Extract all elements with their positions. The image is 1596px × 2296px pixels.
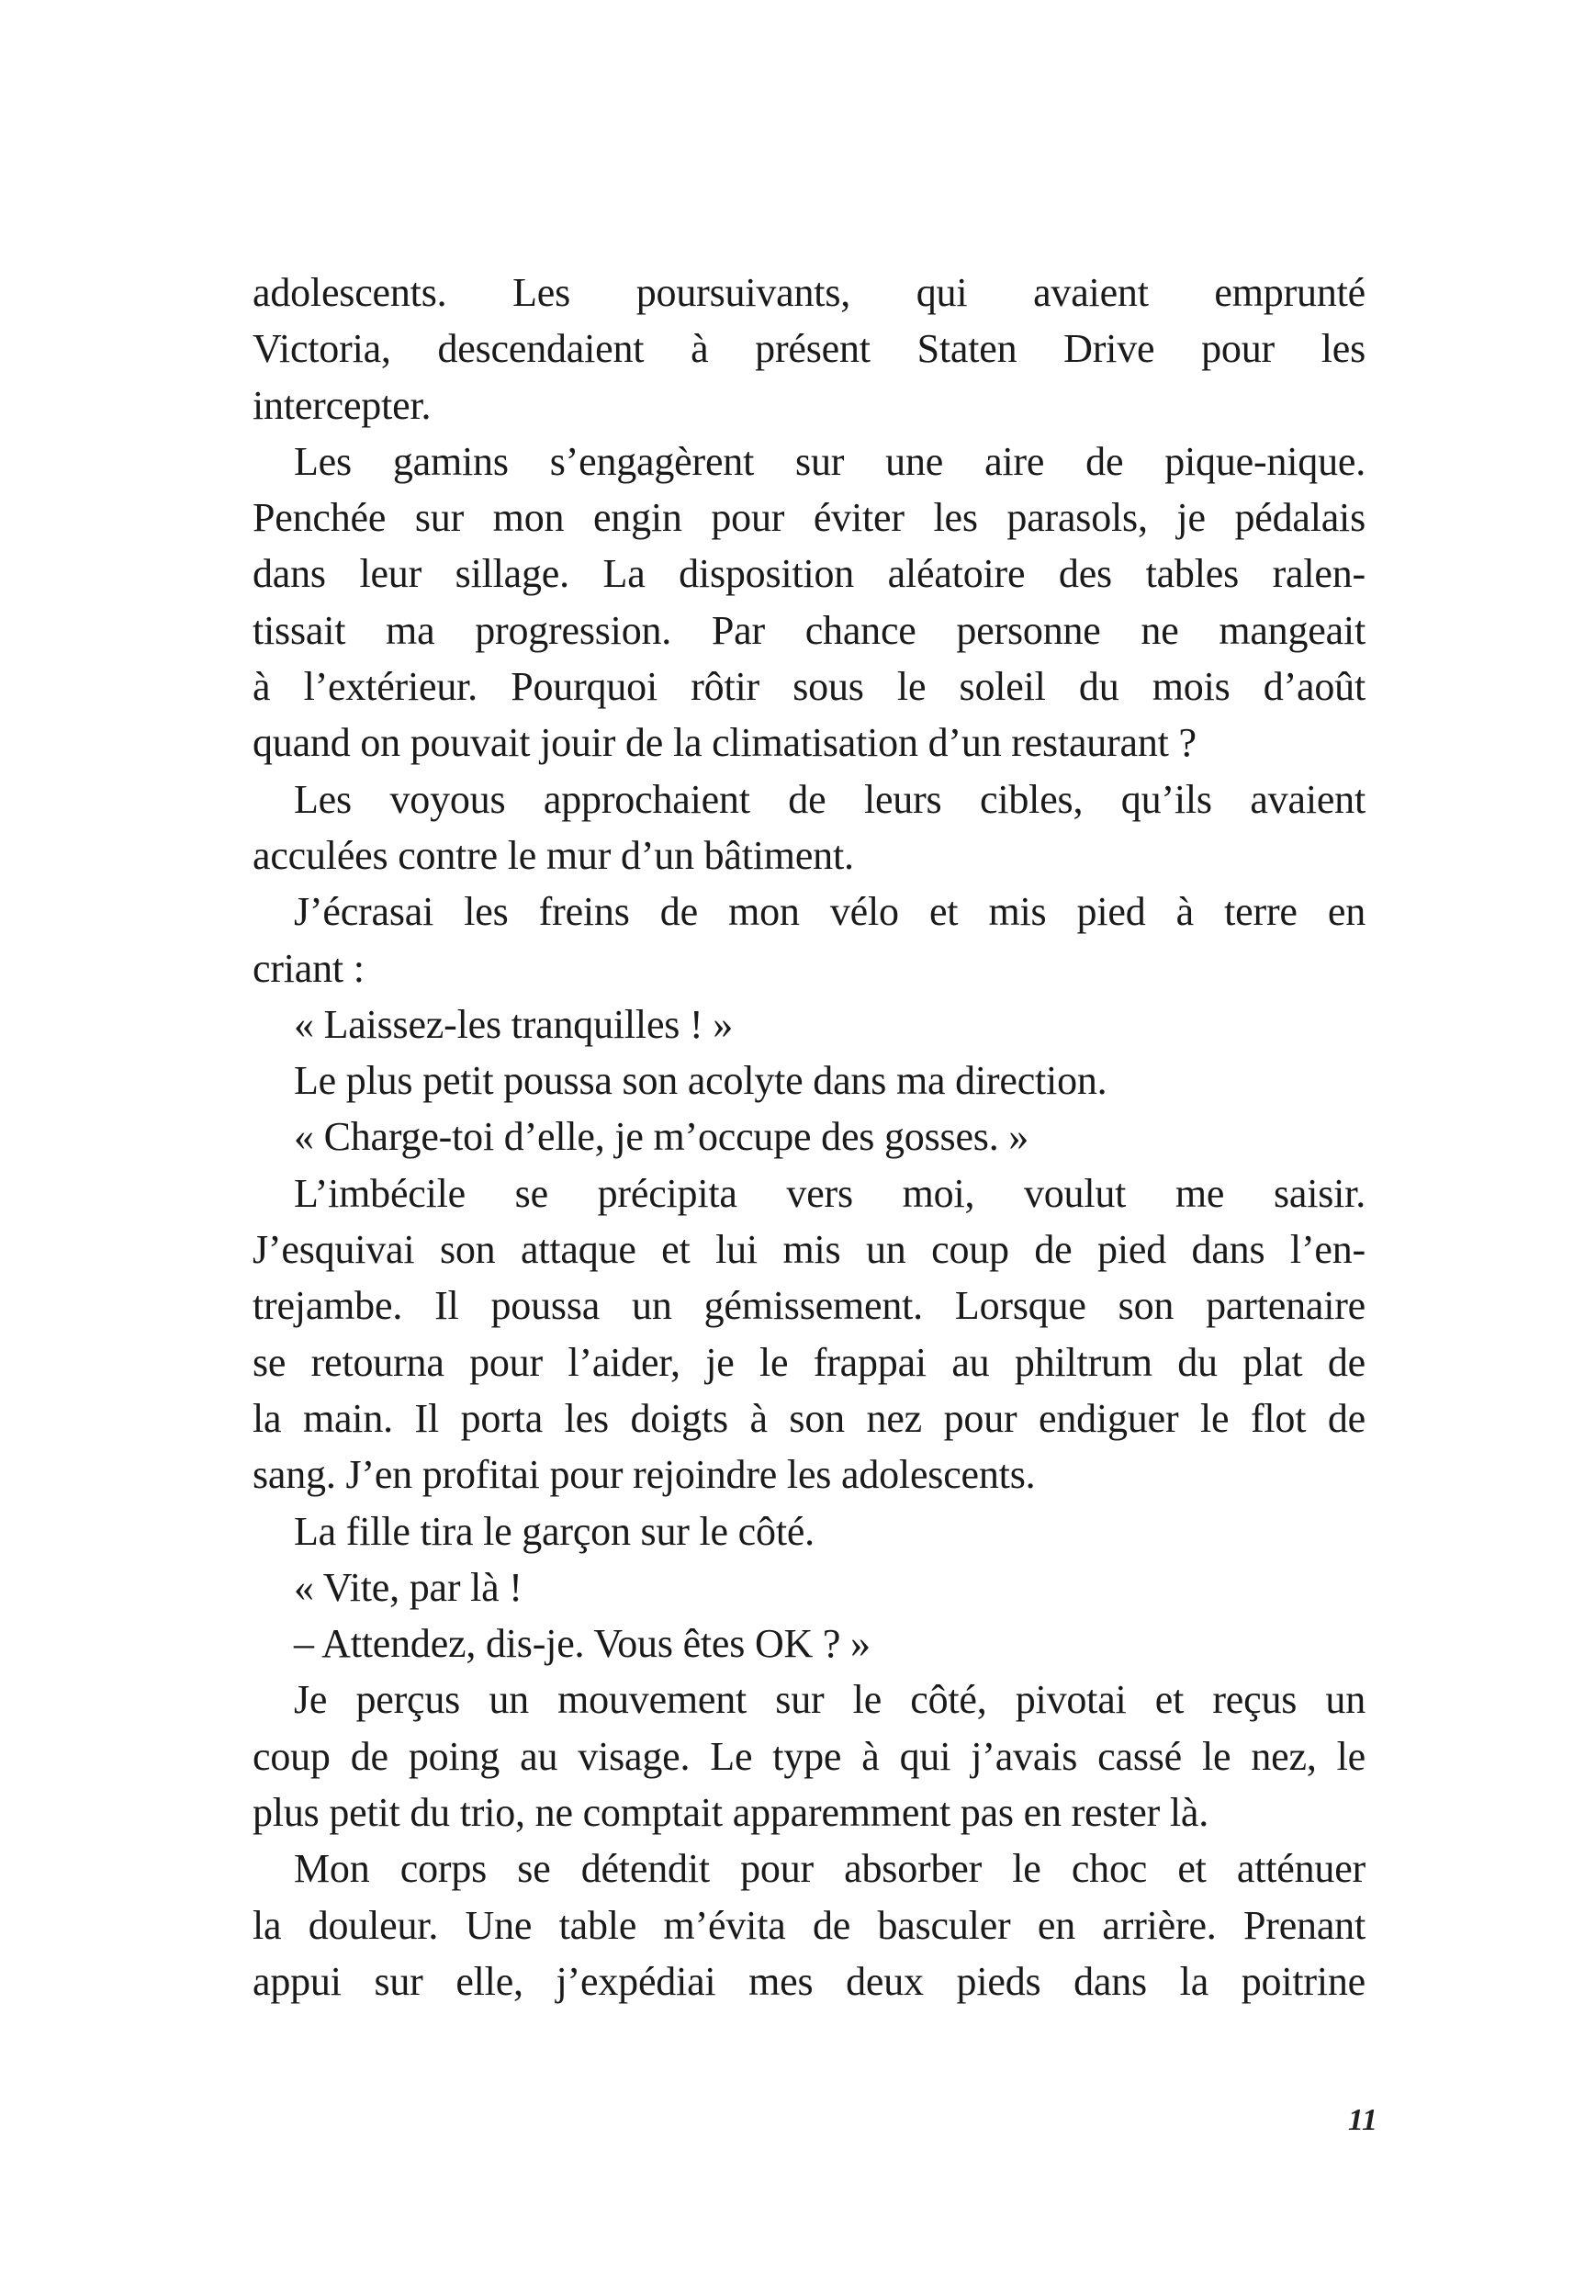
text-line: « Laissez-les tranquilles ! » (294, 1001, 734, 1047)
text-line: à l’extérieur. Pourquoi rôtir sous le soleil du mois d’août (253, 664, 1366, 710)
text-line: tissait ma progression. Par chance personne ne mangeait (253, 607, 1366, 653)
text-line: coup de poing au visage. Le type à qui j’avais cassé le nez, le (253, 1733, 1366, 1779)
text-line: Je perçus un mouvement sur le côté, pivotai et reçus un (294, 1677, 1366, 1723)
text-line: Victoria, descendaient à présent Staten Drive pour les (253, 326, 1366, 372)
text-line: sang. J’en profitai pour rejoindre les adolescents. (253, 1452, 1036, 1498)
text-line: J’écrasai les freins de mon vélo et mis pied à terre en (294, 889, 1366, 935)
text-line: Les voyous approchaient de leurs cibles, qu’ils avaient (294, 776, 1366, 822)
text-line: dans leur sillage. La disposition aléatoire des tables ralen- (253, 551, 1366, 597)
text-line: se retourna pour l’aider, je le frappai au philtrum du plat de (253, 1339, 1366, 1385)
text-line: criant : (253, 945, 365, 991)
text-line: Mon corps se détendit pour absorber le choc et atténuer (294, 1846, 1366, 1892)
text-line: intercepter. (253, 382, 432, 428)
text-line: la main. Il porta les doigts à son nez pour endiguer le flot de (253, 1395, 1366, 1441)
text-line: « Charge-toi d’elle, je m’occupe des gosses. » (294, 1114, 1029, 1160)
text-line: quand on pouvait jouir de la climatisation d’un restaurant ? (253, 720, 1197, 766)
text-line: la douleur. Une table m’évita de basculer en arrière. Prenant (253, 1902, 1366, 1948)
text-line: « Vite, par là ! (294, 1564, 523, 1610)
text-line: La fille tira le garçon sur le côté. (294, 1508, 815, 1554)
page-number: 11 (1347, 2103, 1377, 2137)
text-line: appui sur elle, j’expédiai mes deux pieds dans la poitrine (253, 1958, 1366, 2004)
text-line: J’esquivai son attaque et lui mis un coup de pied dans l’en- (253, 1227, 1366, 1273)
text-line: L’imbécile se précipita vers moi, voulut me saisir. (294, 1170, 1366, 1216)
text-line: adolescents. Les poursuivants, qui avaient emprunté (253, 270, 1366, 315)
text-line: Les gamins s’engagèrent sur une aire de pique-nique. (294, 438, 1366, 484)
page-body-text (253, 264, 1366, 2009)
text-line: Penchée sur mon engin pour éviter les parasols, je pédalais (253, 495, 1366, 541)
text-line: acculées contre le mur d’un bâtiment. (253, 832, 854, 878)
text-line: Le plus petit poussa son acolyte dans ma direction. (294, 1058, 1107, 1104)
text-line: trejambe. Il poussa un gémissement. Lorsque son partenaire (253, 1283, 1366, 1329)
text-line: plus petit du trio, ne comptait apparemment pas en rester là. (253, 1790, 1209, 1836)
text-line: – Attendez, dis-je. Vous êtes OK ? » (294, 1621, 871, 1667)
